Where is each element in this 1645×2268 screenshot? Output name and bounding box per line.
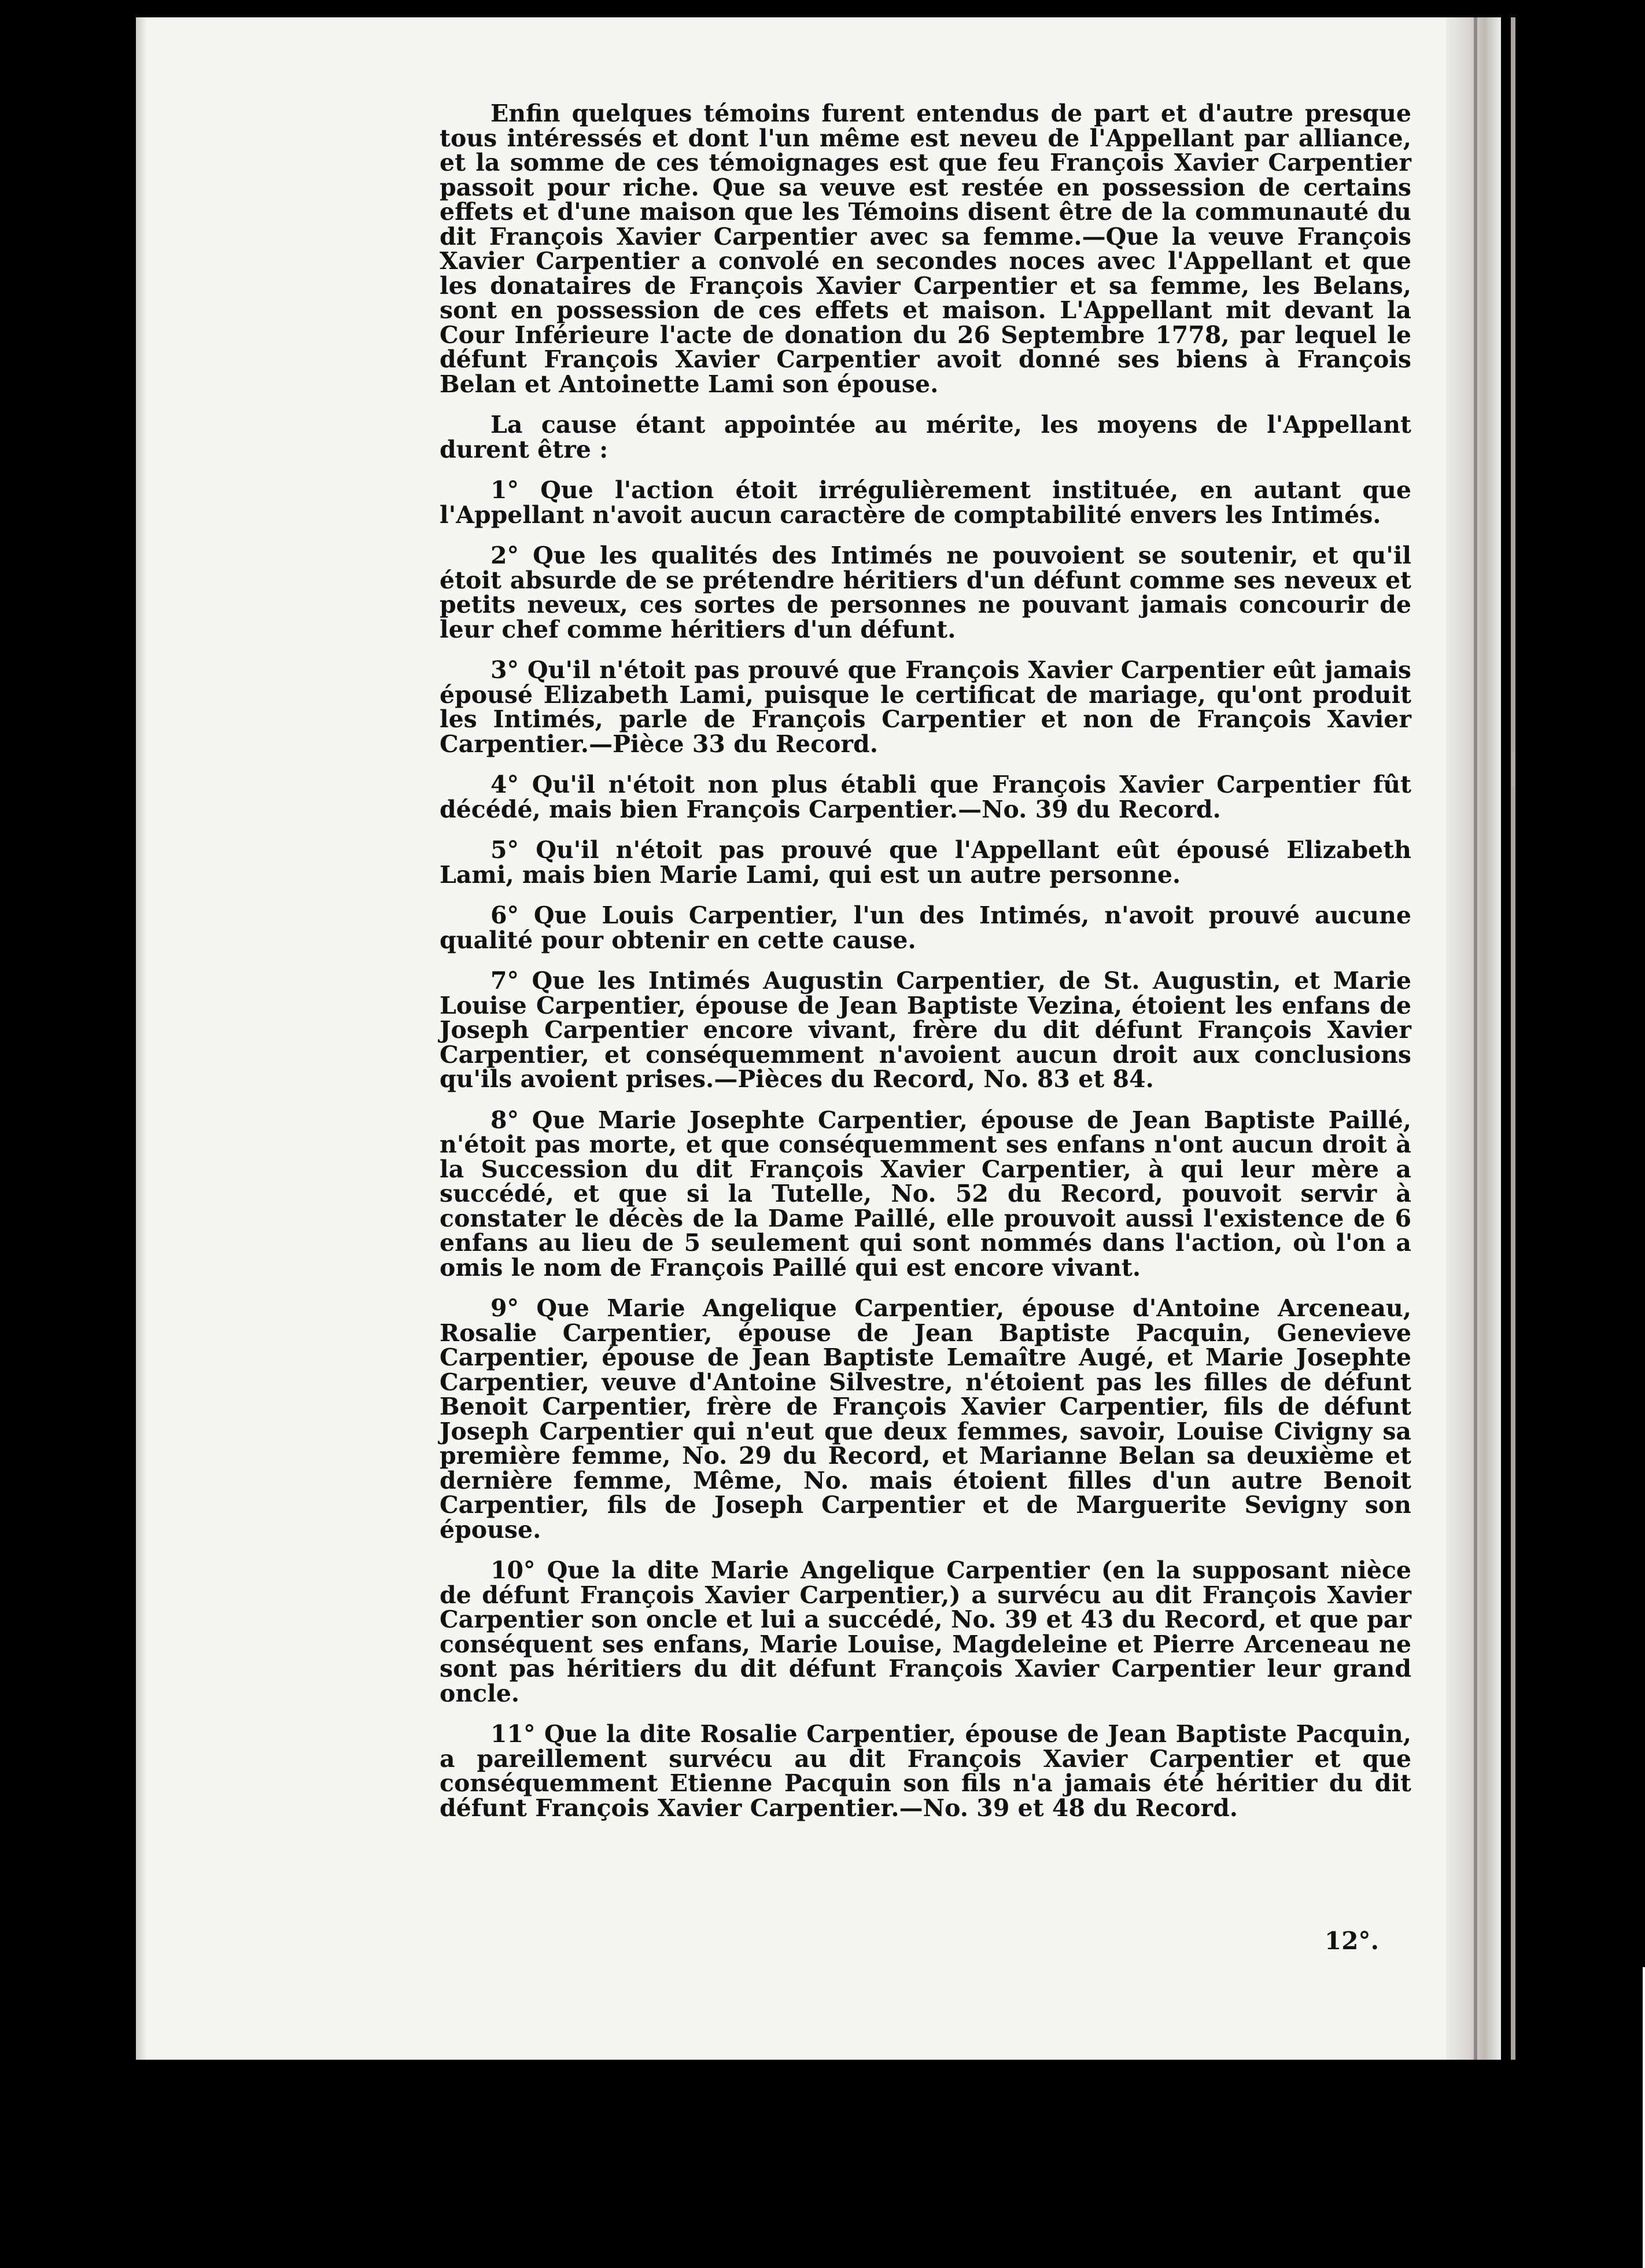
paragraph-point-6: 6° Que Louis Carpentier, l'un des Intimés, n'avoit prouvé aucune qualité pour obtenir en cette cause. [440, 901, 1411, 954]
paragraph-point-11: 11° Que la dite Rosalie Carpentier, épouse de Jean Baptiste Pacquin, a pareillement survécu au dit François Xavier Carpentier et que conséquemment Etienne Pacquin son fils n'a jamais été héritier du dit défunt François Xavier Carpentier.—No. 39 et 48 du Record. [440, 1720, 1411, 1822]
scan-edge-mark [1643, 1967, 1645, 2268]
binding-rule [1511, 17, 1515, 2060]
paragraph-point-1: 1° Que l'action étoit irrégulièrement instituée, en autant que l'Appellant n'avoit aucun caractère de comptabilité envers les Intimés. [440, 476, 1411, 529]
binding-rule [1474, 17, 1477, 2060]
paragraph-point-9: 9° Que Marie Angelique Carpentier, épouse d'Antoine Arceneau, Rosalie Carpentier, épouse de Jean Baptiste Pacquin, Genevieve Carpentier, épouse de Jean Baptiste Lemaître Augé, et Marie Josephte Carpentier, veuve d'Antoine Silvestre, n'étoient pas les filles de défunt Benoit Carpentier, frère de François Xavier Carpentier, fils de défunt Joseph Carpentier qui n'eut que deux femmes, savoir, Louise Civigny sa première femme, No. 29 du Record, et Marianne Belan sa deuxième et dernière femme, Même, No. mais étoient filles d'un autre Benoit Carpentier, fils de Joseph Carpentier et de Marguerite Sevigny son épouse. [440, 1294, 1411, 1544]
paragraph-point-5: 5° Qu'il n'étoit pas prouvé que l'Appellant eût épousé Elizabeth Lami, mais bien Marie Lami, qui est un autre personne. [440, 836, 1411, 889]
paragraph-point-4: 4° Qu'il n'étoit non plus établi que François Xavier Carpentier fût décédé, mais bien François Carpentier.—No. 39 du Record. [440, 771, 1411, 823]
paragraph-intro: Enfin quelques témoins furent entendus de part et d'autre presque tous intéressés et dont l'un même est neveu de l'Appellant par alliance, et la somme de ces témoignages est que feu François Xavier Carpentier passoit pour riche. Que sa veuve est restée en possession de certains effets et d'une maison que les Témoins disent être de la communauté du dit François Xavier Carpentier avec sa femme.—Que la veuve François Xavier Carpentier a convolé en secondes noces avec l'Appellant et que les donataires de François Xavier Carpentier et sa femme, les Belans, sont en possession de ces effets et maison. L'Appellant mit devant la Cour Inférieure l'acte de donation du 26 Septembre 1778, par lequel le défunt François Xavier Carpentier avoit donné ses biens à François Belan et Antoinette Lami son épouse. [440, 100, 1411, 398]
fold-mark [1513, 752, 1538, 787]
catchword: 12°. [1325, 1927, 1380, 1955]
page-edge-shadow [136, 17, 147, 2060]
paragraph-point-8: 8° Que Marie Josephte Carpentier, épouse de Jean Baptiste Paillé, n'étoit pas morte, et que conséquemment ses enfans n'ont aucun droit à la Succession du dit François Xavier Carpentier, à qui leur mère a succédé, et que si la Tutelle, No. 52 du Record, pouvoit servir à constater le décès de la Dame Paillé, elle prouvoit aussi l'existence de 6 enfans au lieu de 5 seulement qui sont nommés dans l'action, où l'on a omis le nom de François Paillé qui est encore vivant. [440, 1106, 1411, 1282]
document-body [440, 101, 1411, 1836]
paragraph-cause: La cause étant appointée au mérite, les moyens de l'Appellant durent être : [440, 411, 1411, 463]
paragraph-point-7: 7° Que les Intimés Augustin Carpentier, de St. Augustin, et Marie Louise Carpentier, épouse de Jean Baptiste Vezina, étoient les enfans de Joseph Carpentier encore vivant, frère du dit défunt François Xavier Carpentier, et conséquemment n'avoient aucun droit aux conclusions qu'ils avoient prises.—Pièces du Record, No. 83 et 84. [440, 967, 1411, 1093]
paragraph-point-3: 3° Qu'il n'étoit pas prouvé que François Xavier Carpentier eût jamais épousé Elizabeth Lami, puisque le certificat de mariage, qu'ont produit les Intimés, parle de François Carpentier et non de François Xavier Carpentier.—Pièce 33 du Record. [440, 656, 1411, 758]
paragraph-point-2: 2° Que les qualités des Intimés ne pouvoient se soutenir, et qu'il étoit absurde de se prétendre héritiers d'un défunt comme ses neveux et petits neveux, ces sortes de personnes ne pouvant jamais concourir de leur chef comme héritiers d'un défunt. [440, 542, 1411, 643]
paragraph-point-10: 10° Que la dite Marie Angelique Carpentier (en la supposant nièce de défunt François Xavier Carpentier,) a survécu au dit François Xavier Carpentier son oncle et lui a succédé, No. 39 et 43 du Record, et que par conséquent ses enfans, Marie Louise, Magdeleine et Pierre Arceneau ne sont pas héritiers du dit défunt François Xavier Carpentier leur grand oncle. [440, 1556, 1411, 1707]
